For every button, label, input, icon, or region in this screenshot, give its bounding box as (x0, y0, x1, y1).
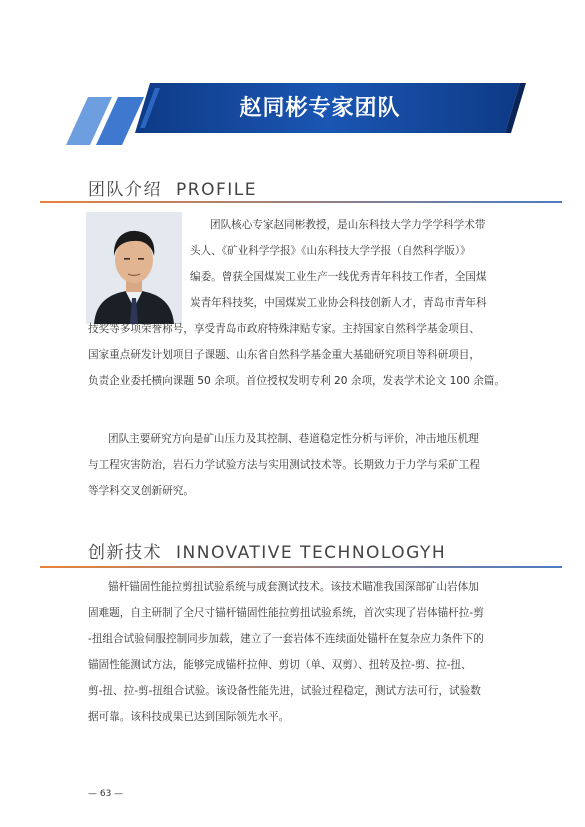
section-title-zh: 团队介绍 (88, 180, 162, 200)
text-line: 锚固性能测试方法，能够完成锚杆拉伸、剪切（单、双剪）、扭转及拉-剪、拉-扭、 (88, 659, 472, 671)
page-number: — 63 — (88, 789, 124, 799)
text-line: -扭组合试验伺服控制同步加载，建立了一套岩体不连续面处锚杆在复杂应力条件下的 (88, 633, 484, 645)
text-line: 炭青年科技奖，中国煤炭工业协会科技创新人才，青岛市青年科 (190, 297, 487, 309)
section-heading-profile (88, 175, 257, 200)
profile-body-text (88, 316, 518, 394)
text-line: 头人、《矿业科学学报》《山东科技大学学报（自然科学版）》 (190, 245, 471, 257)
text-line: 锚杆锚固性能拉剪扭试验系统与成套测试技术。该技术瞄准我国深部矿山岩体加 (108, 581, 479, 593)
section-title-en: PROFILE (176, 180, 257, 200)
page-title: 赵同彬专家团队 (239, 96, 401, 121)
text-line: 固难题，自主研制了全尺寸锚杆锚固性能拉剪扭试验系统，首次实现了岩体锚杆拉-剪 (88, 607, 484, 619)
text-line: 团队核心专家赵同彬教授，是山东科技大学力学学科学术带 (210, 219, 486, 231)
text-line: 据可靠。该科技成果已达到国际领先水平。 (88, 711, 290, 723)
text-line: 等学科交叉创新研究。 (88, 485, 194, 497)
header-banner (0, 0, 585, 150)
text-line: 剪-扭、拉-剪-扭组合试验。该设备性能先进，试验过程稳定，测试方法可行，试验数 (88, 685, 481, 697)
text-line: 团队主要研究方向是矿山压力及其控制、巷道稳定性分析与评价，冲击地压机理 (108, 433, 479, 445)
profile-intro-text (190, 212, 515, 316)
text-line: 编委。曾获全国煤炭工业生产一线优秀青年科技工作者，全国煤 (190, 271, 487, 283)
text-line: 国家重点研发计划项目子课题、山东省自然科学基金重大基础研究项目等科研项目， (88, 349, 480, 361)
text-line: 负责企业委托横向课题 50 余项。首位授权发明专利 20 余项，发表学术论文 100 余篇。 (88, 375, 505, 387)
technology-description-text (88, 574, 518, 730)
section-title-zh: 创新技术 (88, 543, 162, 563)
section-divider (40, 201, 562, 203)
section-heading-technology (88, 538, 446, 563)
section-title-en: INNOVATIVE TECHNOLOGYH (176, 543, 447, 563)
text-line: 技奖等多项荣誉称号，享受青岛市政府特殊津贴专家。主持国家自然科学基金项目、 (88, 323, 480, 335)
text-line: 与工程灾害防治，岩石力学试验方法与实用测试技术等。长期致力于力学与采矿工程 (88, 459, 480, 471)
expert-portrait-photo (86, 212, 182, 324)
research-direction-text (88, 426, 518, 504)
section-divider (40, 566, 562, 568)
